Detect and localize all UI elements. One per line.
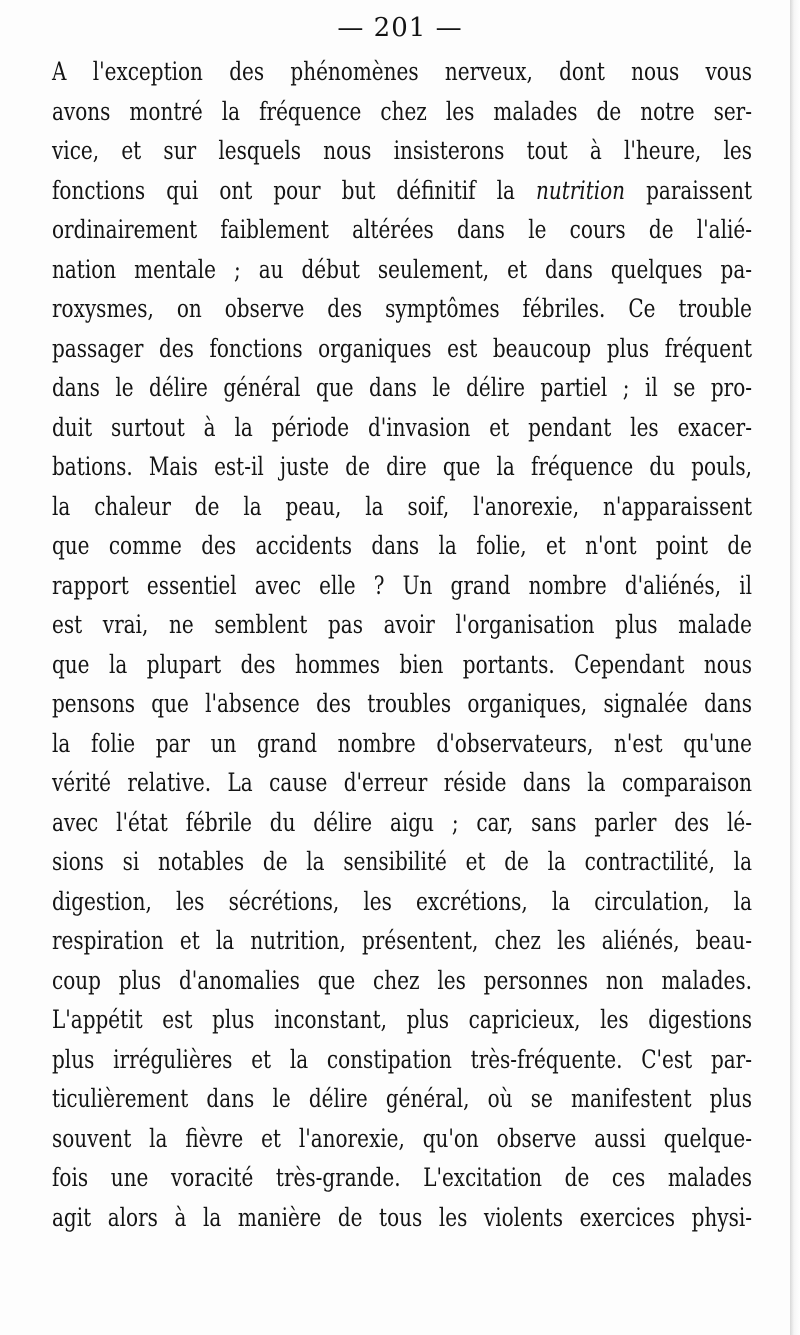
text-line: sions si notables de la sensibilité et de la contractilité, la (52, 847, 752, 876)
page-number: — 201 — (337, 13, 463, 43)
text-segment: paraissent (625, 175, 752, 205)
text-line: que comme des accidents dans la folie, et n'ont point de (52, 531, 752, 560)
text-line: respiration et la nutrition, présentent, chez les aliénés, beau- (52, 926, 752, 955)
text-line: est vrai, ne semblent pas avoir l'organisation plus malade (52, 610, 752, 639)
text-line: ticulièrement dans le délire général, où se manifestent plus (52, 1084, 752, 1113)
emphasized-word: nutrition (535, 175, 626, 205)
text-line: avons montré la fréquence chez les malades de notre ser- (52, 96, 752, 126)
text-line: la chaleur de la peau, la soif, l'anorexie, n'apparaissent (52, 491, 752, 521)
text-line: digestion, les sécrétions, les excrétions, la circulation, la (52, 886, 752, 916)
text-line: passager des fonctions organiques est beaucoup plus fréquent (52, 333, 752, 363)
text-segment: fonctions qui ont pour but définitif la (52, 175, 536, 205)
text-line: A l'exception des phénomènes nerveux, dont nous vous (52, 57, 752, 86)
text-line: vice, et sur lesquels nous insisterons tout à l'heure, les (52, 136, 752, 165)
body-text (52, 52, 752, 1237)
text-line-with-emphasis (52, 171, 752, 211)
text-line: vérité relative. La cause d'erreur réside dans la comparaison (52, 768, 752, 797)
text-line: bations. Mais est-il juste de dire que la fréquence du pouls, (52, 452, 752, 481)
text-line: souvent la fièvre et l'anorexie, qu'on observe aussi quelque- (52, 1123, 752, 1153)
text-line: que la plupart des hommes bien portants. Cependant nous (52, 649, 752, 679)
text-line: ordinairement faiblement altérées dans le cours de l'alié- (52, 215, 752, 244)
text-line: rapport essentiel avec elle ? Un grand nombre d'aliénés, il (52, 570, 752, 600)
text-line: fois une voracité très-grande. L'excitation de ces malades (52, 1163, 752, 1192)
text-line: L'appétit est plus inconstant, plus capricieux, les digestions (52, 1005, 752, 1034)
text-line: roxysmes, on observe des symptômes fébriles. Ce trouble (52, 294, 752, 323)
text-line: la folie par un grand nombre d'observateurs, n'est qu'une (52, 728, 752, 758)
page-edge-shadow (790, 0, 800, 1335)
text-line: dans le délire général que dans le délire partiel ; il se pro- (52, 373, 752, 402)
text-line: pensons que l'absence des troubles organiques, signalée dans (52, 689, 752, 718)
text-line: agit alors à la manière de tous les violents exercices physi- (52, 1202, 752, 1232)
text-line: duit surtout à la période d'invasion et pendant les exacer- (52, 412, 752, 442)
text-line: coup plus d'anomalies que chez les personnes non malades. (52, 965, 752, 995)
text-line: avec l'état fébrile du délire aigu ; car, sans parler des lé- (52, 807, 752, 837)
text-line: nation mentale ; au début seulement, et dans quelques pa- (52, 254, 752, 284)
text-line: plus irrégulières et la constipation très-fréquente. C'est par- (52, 1044, 752, 1074)
